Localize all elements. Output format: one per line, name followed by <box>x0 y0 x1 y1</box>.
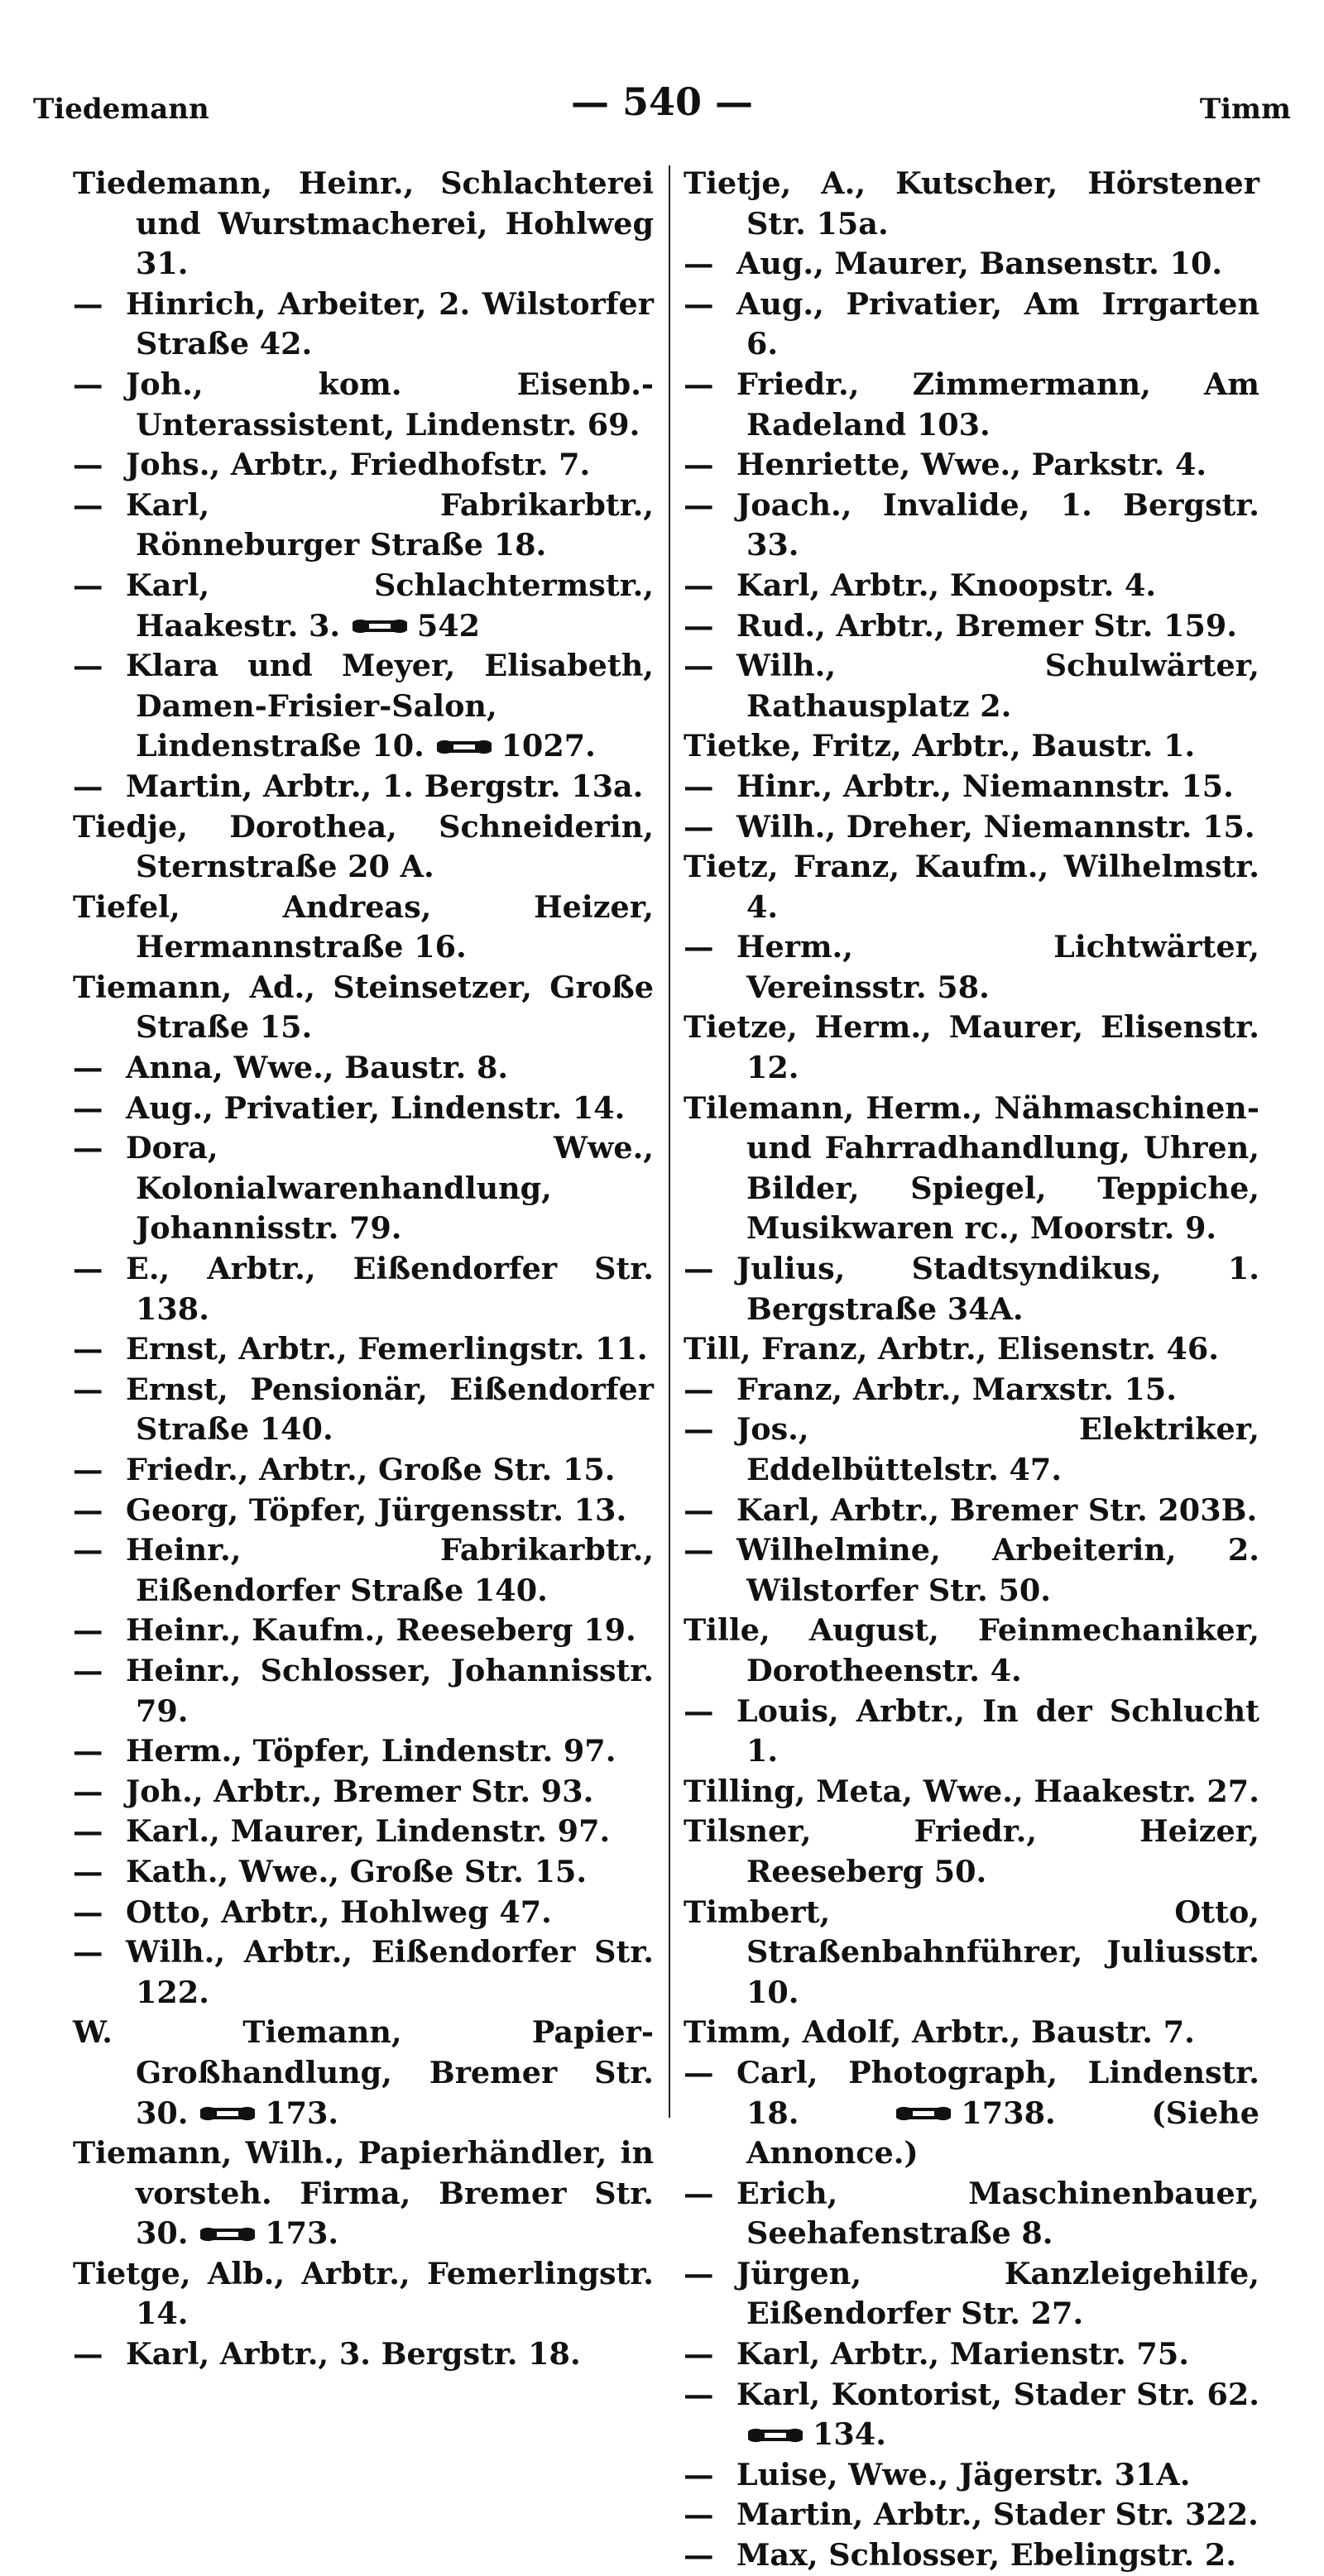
repeat-dash: — <box>73 1652 103 1688</box>
repeat-dash: — <box>73 486 103 523</box>
directory-entry <box>73 2133 654 2254</box>
page-number: — 540 — <box>570 79 754 124</box>
directory-entry <box>73 968 654 1048</box>
repeat-dash: — <box>73 1251 103 1287</box>
directory-entry <box>684 807 1259 848</box>
directory-entry <box>73 1852 654 1893</box>
entry-text: Jos., Elektriker, Eddelbüttelstr. 47. <box>736 1411 1259 1487</box>
entry-text: Heinr., Kaufm., Reeseberg 19. <box>126 1612 636 1649</box>
repeat-dash: — <box>73 1894 103 1930</box>
entry-text: Dora, Wwe., Kolonialwarenhandlung, Johannisstr. 79. <box>126 1130 654 1247</box>
phone-number: 1027. <box>501 728 596 764</box>
repeat-dash: — <box>684 567 714 603</box>
directory-entry <box>684 927 1259 1008</box>
directory-entry <box>684 1491 1259 1531</box>
directory-entry <box>684 566 1259 606</box>
repeat-dash: — <box>684 246 714 282</box>
directory-entry <box>73 1772 654 1812</box>
repeat-dash: — <box>73 285 103 322</box>
entry-text: Heinr., Fabrikarbtr., Eißendorfer Straße 140. <box>126 1532 654 1608</box>
entry-text: Henriette, Wwe., Parkstr. 4. <box>736 447 1207 483</box>
directory-entry <box>73 1651 654 1731</box>
entry-text: Luise, Wwe., Jägerstr. 31A. <box>736 2456 1191 2492</box>
repeat-dash: — <box>73 1853 103 1889</box>
entry-text: Tiemann, Ad., Steinsetzer, Große Straße 15. <box>73 969 654 1046</box>
entry-text: Otto, Arbtr., Hohlweg 47. <box>126 1894 552 1930</box>
directory-entry <box>684 486 1259 566</box>
entry-text: W. Tiemann, Papier-Großhandlung, Bremer Str. 30. <box>73 2014 654 2131</box>
entry-text: Max, Schlosser, Ebelingstr. 2. <box>736 2537 1237 2574</box>
directory-entry <box>684 1530 1259 1611</box>
directory-entry <box>684 2334 1259 2375</box>
directory-entry <box>73 1329 654 1370</box>
entry-text: Tilemann, Herm., Nähmaschinen- und Fahrradhandlung, Uhren, Bilder, Spiegel, Teppiche, Musikwaren rc., Moorstr. 9. <box>684 1089 1259 1247</box>
repeat-dash: — <box>73 1050 103 1086</box>
entry-text: Till, Franz, Arbtr., Elisenstr. 46. <box>684 1331 1220 1367</box>
entry-text: Ernst, Arbtr., Femerlingstr. 11. <box>126 1331 648 1367</box>
directory-entry <box>73 285 654 365</box>
directory-entry <box>684 1812 1259 1892</box>
directory-entry <box>73 365 654 445</box>
directory-entry <box>73 646 654 767</box>
directory-entry <box>73 1530 654 1611</box>
repeat-dash: — <box>684 1371 714 1407</box>
telephone-icon <box>746 2426 804 2444</box>
directory-entry <box>684 164 1259 244</box>
phone-number: 1738. (Siehe Annonce.) <box>746 2095 1259 2171</box>
directory-entry <box>684 646 1259 726</box>
directory-entry <box>684 2254 1259 2334</box>
directory-entry <box>684 1692 1259 1772</box>
entry-text: Martin, Arbtr., Stader Str. 322. <box>736 2497 1259 2533</box>
directory-entry <box>684 2455 1259 2496</box>
entry-text: Anna, Wwe., Baustr. 8. <box>126 1050 509 1086</box>
directory-entry <box>684 445 1259 486</box>
directory-entry <box>73 767 654 807</box>
directory-entry <box>73 566 654 646</box>
entry-text: Hinr., Arbtr., Niemannstr. 15. <box>736 768 1234 804</box>
directory-entry <box>73 888 654 968</box>
entry-text: Tille, August, Feinmechaniker, Dorotheenstr. 4. <box>684 1612 1259 1688</box>
repeat-dash: — <box>73 1934 103 1970</box>
repeat-dash: — <box>684 285 714 322</box>
repeat-dash: — <box>684 2537 714 2574</box>
directory-entry <box>73 1249 654 1329</box>
directory-entry <box>73 1893 654 1933</box>
repeat-dash: — <box>684 1251 714 1287</box>
entry-text: Tilling, Meta, Wwe., Haakestr. 27. <box>684 1773 1259 1809</box>
left-column <box>73 164 654 2375</box>
phone-number: 173. <box>265 2215 339 2252</box>
entry-text: Jürgen, Kanzleigehilfe, Eißendorfer Str. 27. <box>736 2255 1259 2332</box>
repeat-dash: — <box>73 768 103 804</box>
directory-entry <box>73 1048 654 1089</box>
entry-text: Karl, Fabrikarbtr., Rönneburger Straße 18. <box>126 486 654 563</box>
entry-text: Klara und Meyer, Elisabeth, Damen-Frisier-Salon, Lindenstraße 10. <box>126 648 654 764</box>
repeat-dash: — <box>684 607 714 644</box>
entry-text: Herm., Lichtwärter, Vereinsstr. 58. <box>736 929 1259 1005</box>
directory-entry <box>684 2535 1259 2576</box>
directory-entry <box>73 1812 654 1852</box>
directory-entry <box>73 1491 654 1531</box>
repeat-dash: — <box>73 1532 103 1568</box>
right-column <box>684 164 1259 2576</box>
directory-entry <box>684 2495 1259 2535</box>
entry-text: Karl, Kontorist, Stader Str. 62. <box>736 2376 1259 2412</box>
repeat-dash: — <box>684 929 714 965</box>
page-header <box>33 79 1291 137</box>
directory-entry <box>684 1370 1259 1410</box>
directory-entry <box>684 2174 1259 2254</box>
phone-number: 134. <box>813 2416 886 2453</box>
directory-entry <box>684 285 1259 365</box>
telephone-icon <box>199 2225 257 2243</box>
repeat-dash: — <box>684 366 714 402</box>
entry-text: Martin, Arbtr., 1. Bergstr. 13a. <box>126 768 644 804</box>
directory-entry <box>684 1008 1259 1088</box>
repeat-dash: — <box>684 2175 714 2211</box>
repeat-dash: — <box>73 1773 103 1809</box>
directory-entry <box>684 2375 1259 2455</box>
directory-entry <box>684 1329 1259 1370</box>
repeat-dash: — <box>73 1371 103 1407</box>
entry-text: Joach., Invalide, 1. Bergstr. 33. <box>736 486 1259 563</box>
entry-text: Friedr., Arbtr., Große Str. 15. <box>126 1452 616 1487</box>
telephone-icon <box>351 617 409 635</box>
repeat-dash: — <box>684 1532 714 1568</box>
repeat-dash: — <box>73 1331 103 1367</box>
repeat-dash: — <box>73 567 103 603</box>
directory-entry <box>684 2053 1259 2174</box>
entry-text: Tiedje, Dorothea, Schneiderin, Sternstraße 20 A. <box>73 808 654 885</box>
directory-entry <box>73 1089 654 1129</box>
entry-text: Tiedemann, Heinr., Schlachterei und Wurstmacherei, Hohlweg 31. <box>73 165 654 282</box>
entry-text: Joh., kom. Eisenb.-Unterassistent, Lindenstr. 69. <box>126 366 654 443</box>
repeat-dash: — <box>73 2336 103 2373</box>
directory-entry <box>684 1410 1259 1490</box>
repeat-dash: — <box>684 1693 714 1729</box>
directory-entry <box>73 486 654 566</box>
entry-text: Aug., Privatier, Lindenstr. 14. <box>126 1089 626 1126</box>
entry-text: Wilhelmine, Arbeiterin, 2. Wilstorfer Str. 50. <box>736 1532 1259 1608</box>
entry-text: Tiefel, Andreas, Heizer, Hermannstraße 16. <box>73 888 654 965</box>
repeat-dash: — <box>684 2376 714 2412</box>
entry-text: Wilh., Arbtr., Eißendorfer Str. 122. <box>126 1934 654 2010</box>
entry-text: Wilh., Schulwärter, Rathausplatz 2. <box>736 648 1259 724</box>
entry-text: Herm., Töpfer, Lindenstr. 97. <box>126 1733 616 1769</box>
directory-entry <box>684 1893 1259 2013</box>
directory-entry <box>684 1249 1259 1329</box>
directory-entry <box>73 807 654 888</box>
directory-entry <box>684 606 1259 647</box>
directory-entry <box>73 2254 654 2334</box>
entry-text: Karl, Schlachtermstr., Haakestr. 3. <box>126 567 654 644</box>
repeat-dash: — <box>73 1130 103 1166</box>
directory-entry <box>73 2334 654 2375</box>
entry-text: Julius, Stadtsyndikus, 1. Bergstraße 34A. <box>736 1251 1259 1327</box>
entry-text: Karl, Arbtr., Bremer Str. 203B. <box>736 1491 1258 1528</box>
entry-text: Karl, Arbtr., 3. Bergstr. 18. <box>126 2336 581 2373</box>
entry-text: Georg, Töpfer, Jürgensstr. 13. <box>126 1491 627 1528</box>
repeat-dash: — <box>684 1491 714 1528</box>
entry-text: Tietz, Franz, Kaufm., Wilhelmstr. 4. <box>684 849 1259 925</box>
header-last-name: Timm <box>1199 93 1291 126</box>
repeat-dash: — <box>73 1813 103 1850</box>
entry-text: Karl, Arbtr., Marienstr. 75. <box>736 2336 1189 2373</box>
directory-entry <box>684 767 1259 807</box>
directory-entry <box>684 726 1259 767</box>
repeat-dash: — <box>684 2255 714 2291</box>
entry-text: Rud., Arbtr., Bremer Str. 159. <box>736 607 1237 644</box>
entry-text: Tietke, Fritz, Arbtr., Baustr. 1. <box>684 728 1196 764</box>
entry-text: Tietze, Herm., Maurer, Elisenstr. 12. <box>684 1009 1259 1086</box>
repeat-dash: — <box>684 2054 714 2090</box>
repeat-dash: — <box>73 648 103 684</box>
repeat-dash: — <box>684 2456 714 2492</box>
entry-text: Carl, Photograph, Lindenstr. 18. <box>736 2054 1259 2131</box>
entry-text: Tilsner, Friedr., Heizer, Reeseberg 50. <box>684 1813 1259 1889</box>
repeat-dash: — <box>684 486 714 523</box>
directory-entry <box>73 2013 654 2133</box>
entry-text: Joh., Arbtr., Bremer Str. 93. <box>126 1773 594 1809</box>
repeat-dash: — <box>684 1411 714 1448</box>
repeat-dash: — <box>73 1452 103 1487</box>
telephone-icon <box>199 2104 257 2123</box>
directory-entry <box>684 1089 1259 1249</box>
phone-number: 173. <box>265 2095 339 2131</box>
directory-entry <box>684 847 1259 927</box>
entry-text: E., Arbtr., Eißendorfer Str. 138. <box>126 1251 654 1327</box>
directory-entry <box>73 164 654 285</box>
directory-entry <box>73 445 654 486</box>
entry-text: Johs., Arbtr., Friedhofstr. 7. <box>126 447 591 483</box>
entry-text: Aug., Maurer, Bansenstr. 10. <box>736 246 1223 282</box>
entry-text: Louis, Arbtr., In der Schlucht 1. <box>736 1693 1259 1769</box>
directory-entry <box>73 1128 654 1249</box>
entry-text: Kath., Wwe., Große Str. 15. <box>126 1853 588 1889</box>
entry-text: Karl, Arbtr., Knoopstr. 4. <box>736 567 1157 603</box>
entry-text: Friedr., Zimmermann, Am Radeland 103. <box>736 366 1259 443</box>
entry-text: Ernst, Pensionär, Eißendorfer Straße 140. <box>126 1371 654 1448</box>
repeat-dash: — <box>684 2497 714 2533</box>
repeat-dash: — <box>684 648 714 684</box>
entry-text: Tiemann, Wilh., Papierhändler, in vorsteh. Firma, Bremer Str. 30. <box>73 2135 654 2252</box>
directory-entry <box>684 1611 1259 1691</box>
repeat-dash: — <box>684 768 714 804</box>
repeat-dash: — <box>73 1612 103 1649</box>
directory-entry <box>684 1772 1259 1812</box>
directory-entry <box>73 1611 654 1651</box>
repeat-dash: — <box>73 1733 103 1769</box>
directory-entry <box>73 1932 654 2013</box>
telephone-icon <box>435 738 493 756</box>
column-divider <box>669 165 670 2118</box>
directory-entry <box>684 365 1259 445</box>
entry-text: Timm, Adolf, Arbtr., Baustr. 7. <box>684 2014 1195 2051</box>
repeat-dash: — <box>684 447 714 483</box>
repeat-dash: — <box>73 447 103 483</box>
directory-entry <box>684 244 1259 285</box>
entry-text: Franz, Arbtr., Marxstr. 15. <box>736 1371 1178 1407</box>
header-first-name: Tiedemann <box>33 93 209 126</box>
repeat-dash: — <box>73 1089 103 1126</box>
entry-text: Aug., Privatier, Am Irrgarten 6. <box>736 285 1259 362</box>
entry-text: Timbert, Otto, Straßenbahnführer, Juliusstr. 10. <box>684 1894 1259 2010</box>
directory-entry <box>73 1370 654 1450</box>
repeat-dash: — <box>73 366 103 402</box>
repeat-dash: — <box>73 1491 103 1528</box>
entry-text: Heinr., Schlosser, Johannisstr. 79. <box>126 1652 654 1729</box>
entry-text: Erich, Maschinenbauer, Seehafenstraße 8. <box>736 2175 1259 2252</box>
directory-entry <box>73 1450 654 1491</box>
entry-text: Tietge, Alb., Arbtr., Femerlingstr. 14. <box>73 2255 654 2332</box>
phone-number: 542 <box>416 607 481 644</box>
entry-text: Wilh., Dreher, Niemannstr. 15. <box>736 808 1255 845</box>
telephone-icon <box>895 2104 952 2123</box>
directory-entry <box>684 2013 1259 2053</box>
repeat-dash: — <box>684 2336 714 2373</box>
entry-text: Karl., Maurer, Lindenstr. 97. <box>126 1813 611 1850</box>
directory-entry <box>73 1731 654 1772</box>
entry-text: Hinrich, Arbeiter, 2. Wilstorfer Straße 42. <box>126 285 654 362</box>
entry-text: Tietje, A., Kutscher, Hörstener Str. 15a. <box>684 165 1259 242</box>
repeat-dash: — <box>684 808 714 845</box>
